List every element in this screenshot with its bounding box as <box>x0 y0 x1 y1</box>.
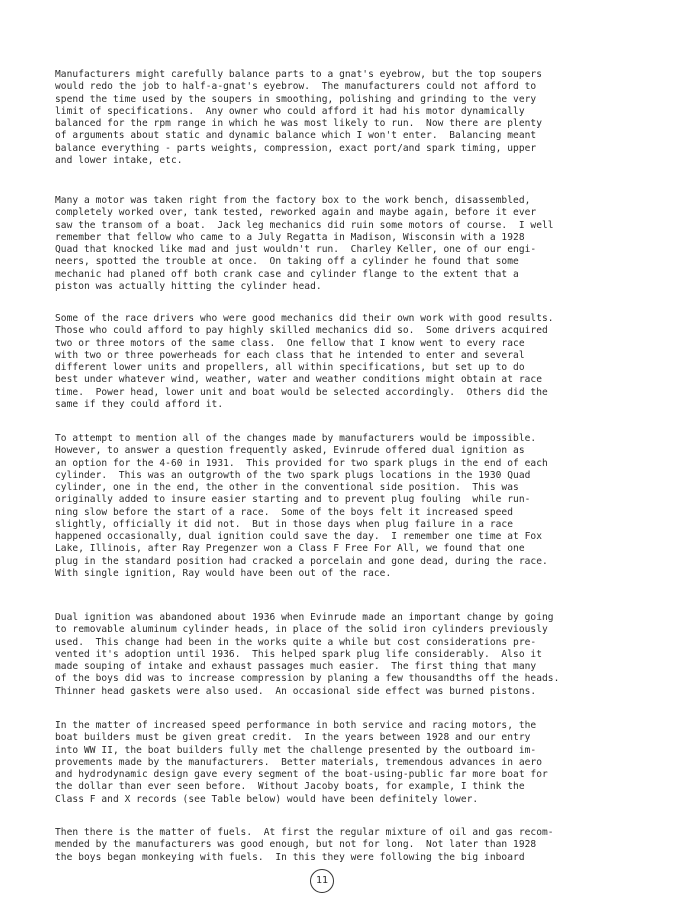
paragraph-factory-motor <box>55 195 655 293</box>
text-line: With single ignition, Ray would have been out of the race. <box>55 567 392 579</box>
text-line: into WW II, the boat builders fully met the challenge presented by the outboard im- <box>55 744 537 756</box>
text-line: ning slow before the start of a race. Some of the boys felt it increased speed <box>55 506 514 518</box>
text-line: boat builders must be given great credit. In the years between 1928 and our entry <box>55 732 531 744</box>
text-line: the boys began monkeying with fuels. In this they were following the big inboard <box>55 851 525 863</box>
text-line: Manufacturers might carefully balance parts to a gnat's eyebrow, but the top soupers <box>55 69 543 80</box>
text-line: cylinder, one in the end, the other in the conventional side position. This was <box>55 482 519 493</box>
text-line: limit of specifications. Any owner who could afford it had his motor dynamically <box>55 105 525 117</box>
paragraph-cylinder-heads <box>55 612 655 698</box>
text-line: Many a motor was taken right from the factory box to the work bench, disassembled, <box>55 195 531 206</box>
paragraph-dual-ignition <box>55 433 655 580</box>
text-line: balance everything - parts weights, compression, exact port/and spark timing, upper <box>55 142 537 154</box>
text-line: Lake, Illinois, after Ray Pregenzer won a Class F Free For All, we found that one <box>55 543 525 555</box>
text-line: provements made by the manufacturers. Better materials, tremendous advances in aero <box>55 756 543 768</box>
paragraph-race-drivers <box>55 313 655 411</box>
text-line: vented it's adoption until 1936. This helped spark plug life considerably. Also it <box>55 648 543 660</box>
text-line: used. This change had been in the works quite a while but cost considerations pre- <box>55 636 537 648</box>
text-line: Dual ignition was abandoned about 1936 when Evinrude made an important change by going <box>55 612 554 623</box>
page-number: 11 <box>310 869 334 893</box>
text-line: neers, spotted the trouble at once. On taking off a cylinder he found that some <box>55 256 519 268</box>
text-line: made souping of intake and exhaust passages much easier. The first thing that many <box>55 661 537 672</box>
text-line: Then there is the matter of fuels. At first the regular mixture of oil and gas recom- <box>55 827 554 838</box>
text-line: with two or three powerheads for each class that he intended to enter and several <box>55 349 525 361</box>
text-line: spend the time used by the soupers in smoothing, polishing and grinding to the very <box>55 93 537 105</box>
paragraph-balancing <box>55 69 655 167</box>
text-line: best under whatever wind, weather, water and weather conditions might obtain at race <box>55 374 543 386</box>
text-line: Thinner head gaskets were also used. An occasional side effect was burned pistons. <box>55 685 537 697</box>
text-line: time. Power head, lower unit and boat would be selected accordingly. Others did the <box>55 386 548 398</box>
text-line: However, to answer a question frequently asked, Evinrude offered dual ignition as <box>55 445 525 457</box>
text-line: different lower units and propellers, all within specifications, but set up to do <box>55 362 525 373</box>
text-line: same if they could afford it. <box>55 398 224 410</box>
text-line: Those who could afford to pay highly skilled mechanics did so. Some drivers acquired <box>55 325 548 337</box>
text-line: In the matter of increased speed performance in both service and racing motors, the <box>55 720 537 731</box>
text-line: To attempt to mention all of the changes made by manufacturers would be impossible. <box>55 433 537 444</box>
text-line: completely worked over, tank tested, reworked again and maybe again, before it ever <box>55 207 537 219</box>
text-line: remember that fellow who came to a July Regatta in Madison, Wisconsin with a 1928 <box>55 231 525 243</box>
text-line: cylinder. This was an outgrowth of the two spark plugs locations in the 1930 Quad <box>55 469 531 481</box>
text-line: Some of the race drivers who were good mechanics did their own work with good results. <box>55 313 554 324</box>
text-line: saw the transom of a boat. Jack leg mechanics did ruin some motors of course. I well <box>55 219 554 231</box>
text-line: the dollar than ever seen before. Without Jacoby boats, for example, I think the <box>55 781 525 793</box>
text-line: plug in the standard position had cracked a porcelain and gone dead, during the race. <box>55 555 548 567</box>
text-line: of the boys did was to increase compression by planing a few thousandths off the heads. <box>55 673 560 685</box>
text-line: Class F and X records (see Table below) would have been definitely lower. <box>55 793 479 805</box>
text-line: and hydrodynamic design gave every segment of the boat-using-public far more boat for <box>55 769 548 780</box>
text-line: balanced for the rpm range in which he was most likely to run. Now there are plenty <box>55 118 543 129</box>
paragraph-boat-builders <box>55 720 655 806</box>
text-line: slightly, officially it did not. But in those days when plug failure in a race <box>55 518 514 530</box>
text-line: two or three motors of the same class. One fellow that I know went to every race <box>55 337 525 349</box>
text-line: piston was actually hitting the cylinder head. <box>55 280 322 292</box>
text-line: to removable aluminum cylinder heads, in place of the solid iron cylinders previously <box>55 624 548 636</box>
text-line: mended by the manufacturers was good enough, but not for long. Not later than 1928 <box>55 839 537 851</box>
text-line: an option for the 4-60 in 1931. This provided for two spark plugs in the end of each <box>55 457 548 469</box>
text-line: happened occasionally, dual ignition could save the day. I remember one time at Fox <box>55 531 543 542</box>
text-line: originally added to insure easier starting and to prevent plug fouling while run- <box>55 494 531 506</box>
text-line: mechanic had planed off both crank case and cylinder flange to the extent that a <box>55 268 519 280</box>
text-line: would redo the job to half-a-gnat's eyebrow. The manufacturers could not afford to <box>55 81 537 93</box>
text-line: Quad that knocked like mad and just wouldn't run. Charley Keller, one of our engi- <box>55 244 537 255</box>
text-line: and lower intake, etc. <box>55 154 183 166</box>
text-line: of arguments about static and dynamic balance which I won't enter. Balancing meant <box>55 130 537 142</box>
paragraph-fuels <box>55 827 655 864</box>
